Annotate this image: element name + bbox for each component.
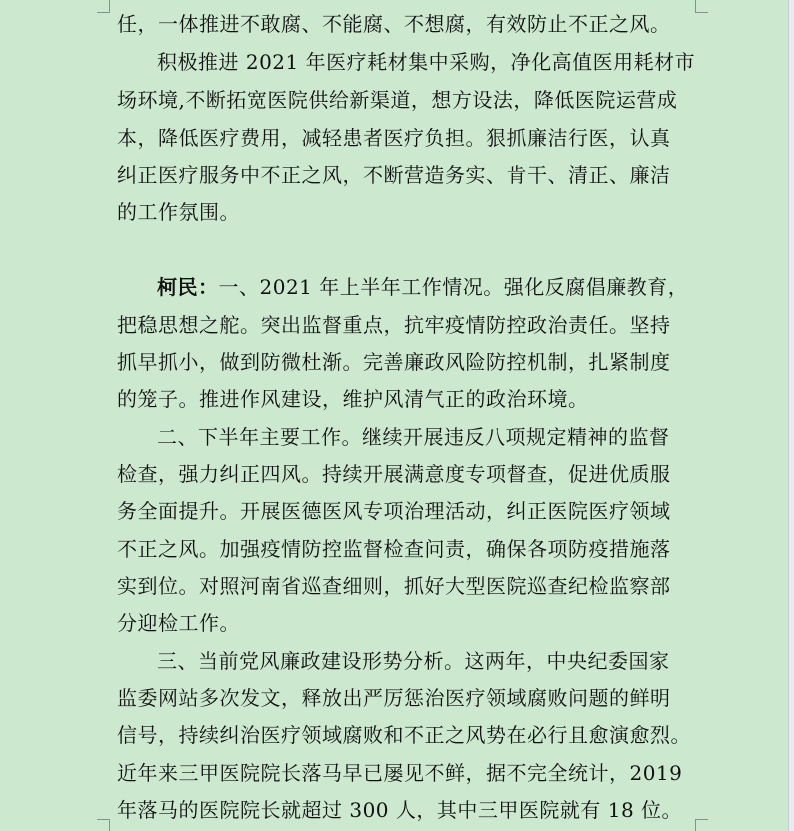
text-line: 近年来三甲医院院长落马早已屡见不鲜，据不完全统计，2019 xyxy=(117,761,683,785)
text-line: 实到位。对照河南省巡查细则，抓好大型医院巡查纪检监察部 xyxy=(117,574,671,598)
text-line: 的工作氛围。 xyxy=(117,200,240,224)
text-line: 把稳思想之舵。突出监督重点，抗牢疫情防控政治责任。坚持 xyxy=(117,313,671,337)
text-line: 任，一体推进不敢腐、不能腐、不想腐，有效防止不正之风。 xyxy=(117,12,671,36)
paragraph-first-line xyxy=(157,270,747,304)
text-line: 年落马的医院院长就超过 300 人，其中三甲医院就有 18 位。 xyxy=(117,798,683,822)
text-line: 监委网站多次发文，释放出严厉惩治医疗领域腐败问题的鲜明 xyxy=(117,686,671,710)
text-line: 检查，强力纠正四风。持续开展满意度专项督查，促进优质服 xyxy=(117,462,671,486)
text-line: 纠正医疗服务中不正之风，不断营造务实、肯干、清正、廉洁 xyxy=(117,163,671,187)
speaker-name: 柯民： xyxy=(157,275,219,299)
text-line: 抓早抓小，做到防微杜渐。完善廉政风险防控机制，扎紧制度 xyxy=(117,350,671,374)
text-line: 信号，持续纠治医疗领域腐败和不正之风势在必行且愈演愈烈。 xyxy=(117,723,691,747)
text-line: 不正之风。加强疫情防控监督检查问责，确保各项防疫措施落 xyxy=(117,537,671,561)
text-line: 二、下半年主要工作。继续开展违反八项规定精神的监督 xyxy=(157,425,670,449)
text-line: 三、当前党风廉政建设形势分析。这两年，中央纪委国家 xyxy=(157,649,670,673)
text-line: 务全面提升。开展医德医风专项治理活动，纠正医院医疗领域 xyxy=(117,499,671,523)
text-line: 本，降低医疗费用，减轻患者医疗负担。狠抓廉洁行医，认真 xyxy=(117,126,671,150)
text-line: 的笼子。推进作风建设，维护风清气正的政治环境。 xyxy=(117,387,589,411)
scrollbar-track[interactable] xyxy=(788,0,794,831)
margin-corner-mark xyxy=(97,819,110,831)
margin-corner-mark xyxy=(97,0,110,13)
text-line: 分迎检工作。 xyxy=(117,611,240,635)
text-line: 积极推进 2021 年医疗耗材集中采购，净化高值医用耗材市 xyxy=(157,50,696,74)
text-line: 场环境,不断拓宽医院供给新渠道，想方设法，降低医院运营成 xyxy=(117,88,678,112)
text-run: 一、2021 年上半年工作情况。强化反腐倡廉教育， xyxy=(218,275,689,299)
